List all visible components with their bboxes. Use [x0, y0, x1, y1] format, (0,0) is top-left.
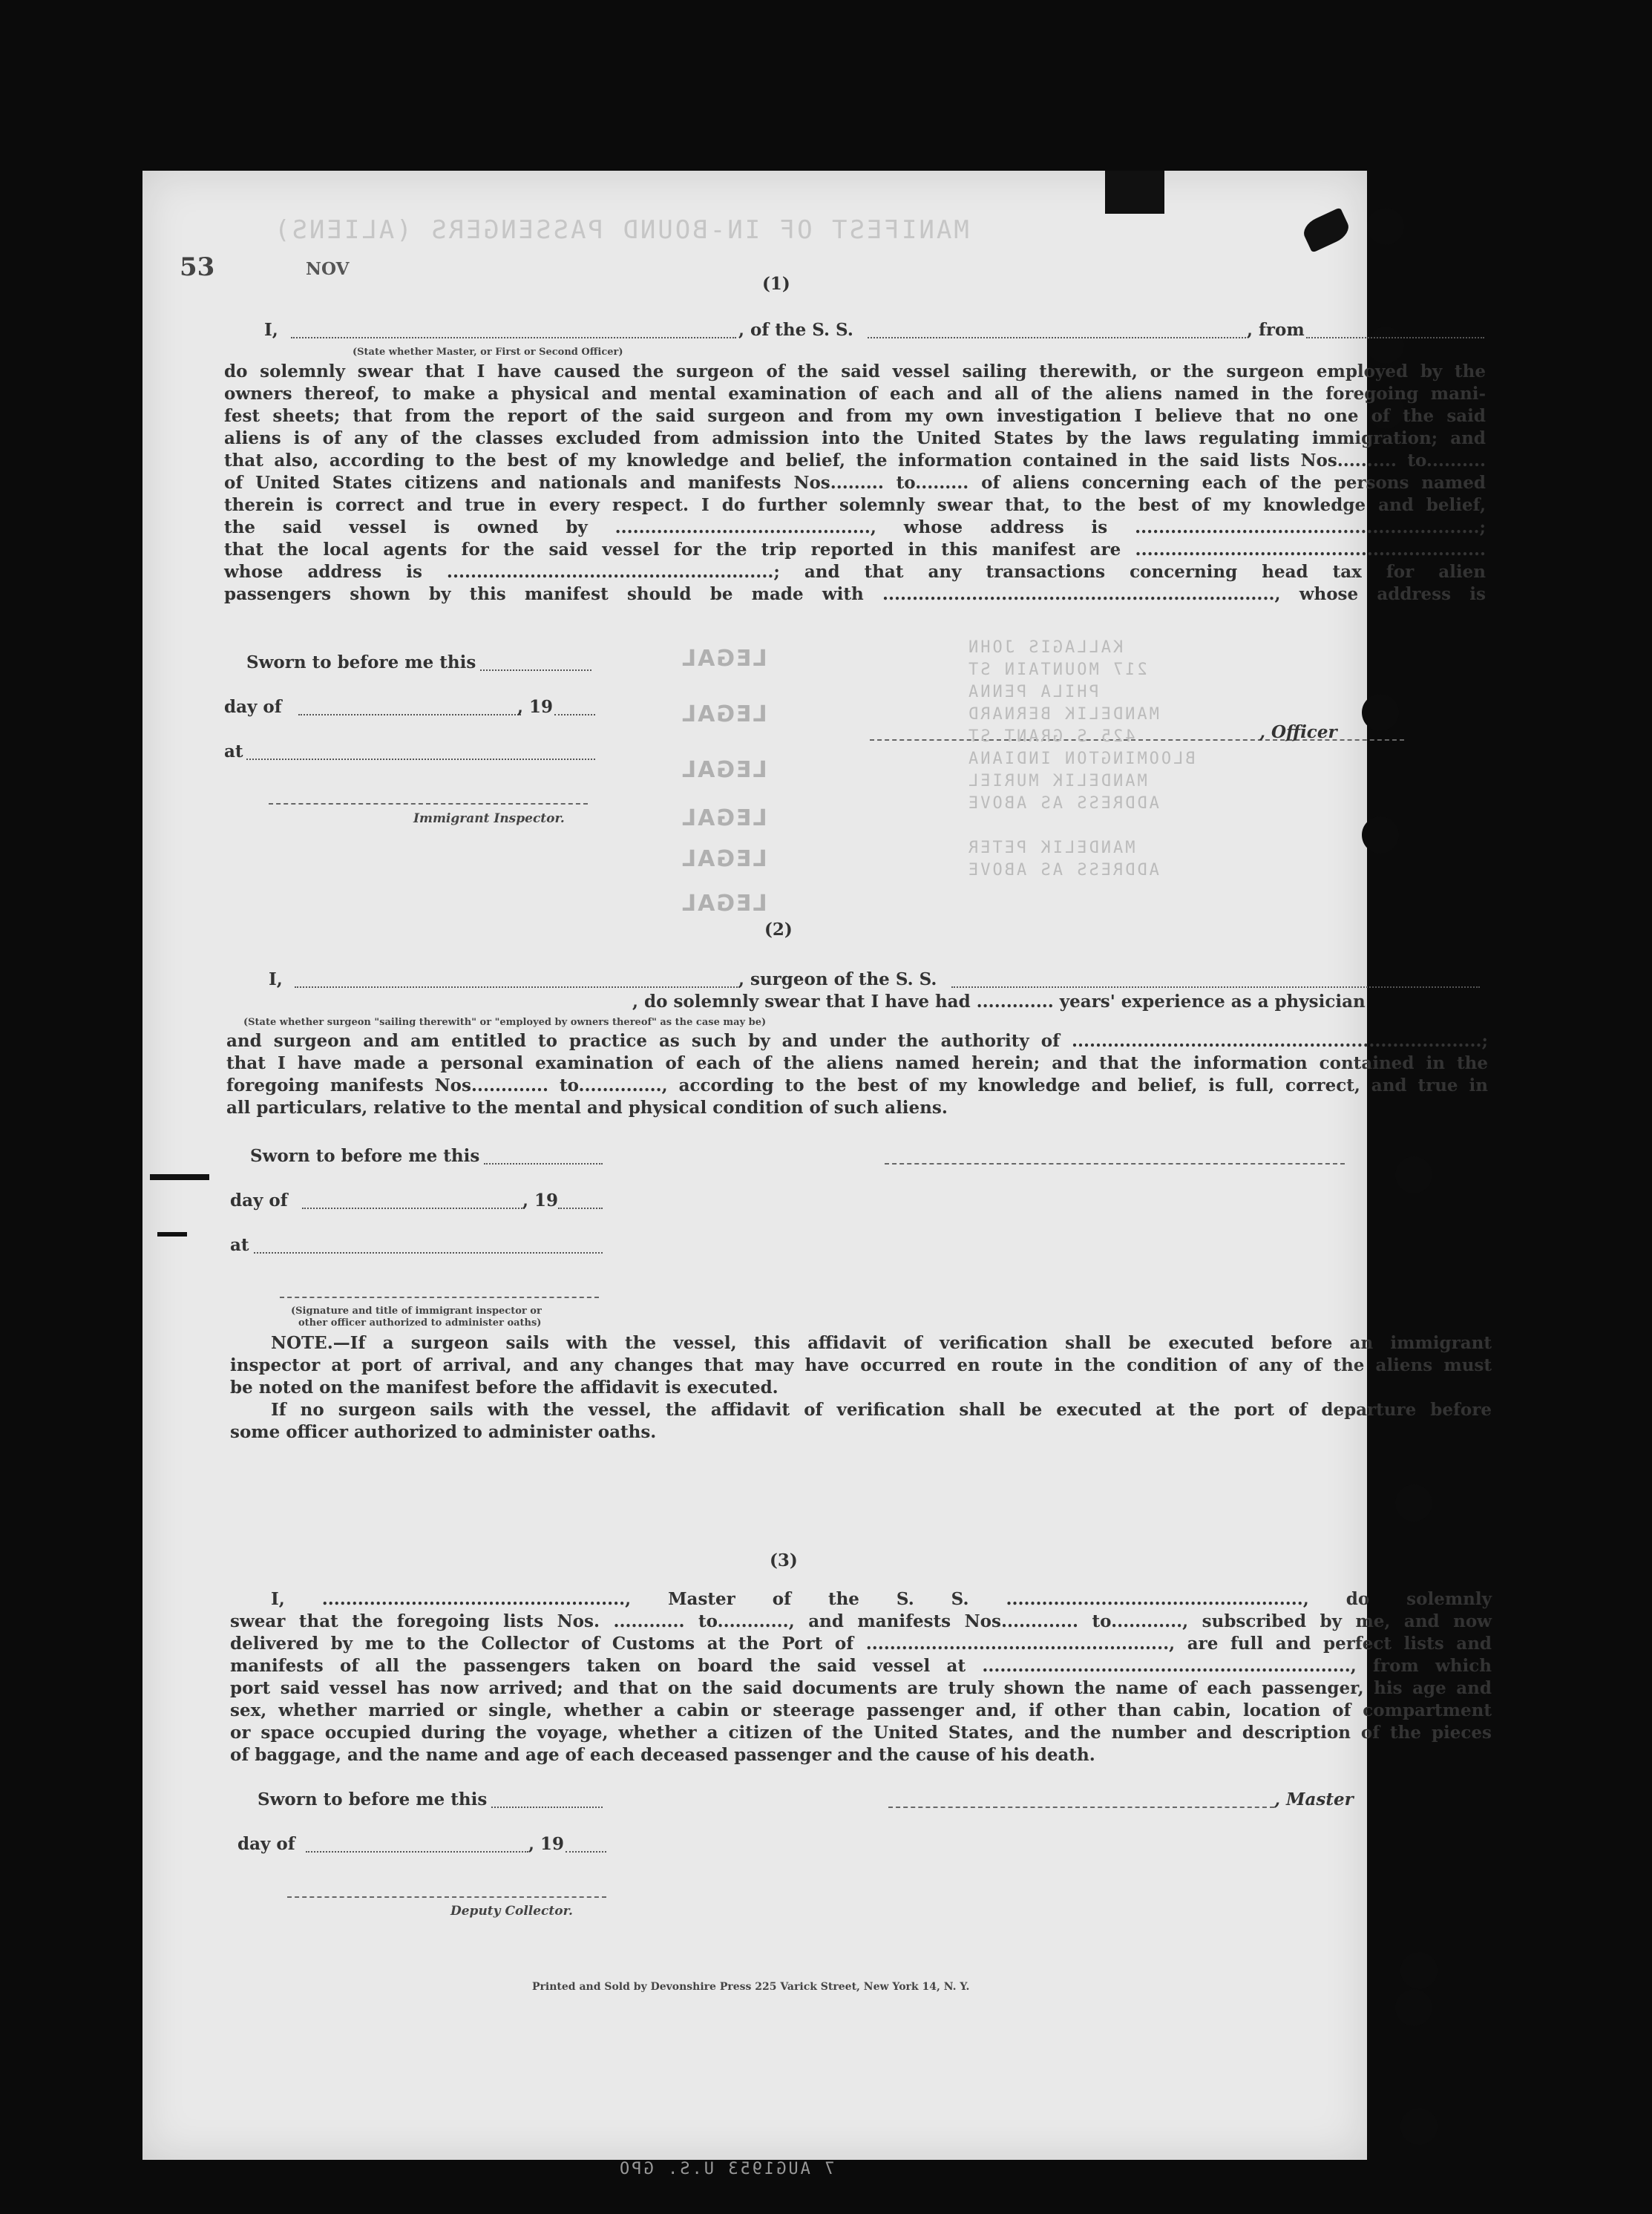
ghost-stamp: LEGAL	[681, 846, 767, 872]
section-1-text	[224, 361, 1486, 606]
s2-surgeon-name-field[interactable]	[295, 986, 740, 988]
s1-day-label: day of	[224, 697, 282, 717]
s3-line: delivered by me to the Collector of Customs at the Port of ..................................................., are full and perfect lists and	[230, 1634, 1492, 1654]
s1-line: passengers shown by this manifest should be made with .................................................................., whose address is	[224, 584, 1486, 604]
ghost-name: ADDRESS AS ABOVE	[966, 861, 1159, 880]
s3-line: swear that the foregoing lists Nos. ............ to............, and manifests Nos............. to............, subscribed by me, and now	[230, 1611, 1492, 1631]
s2-line: foregoing manifests Nos............. to.............., according to the best of my knowledge and belief, is full, correct, and true in	[226, 1075, 1488, 1095]
s1-line: that also, according to the best of my knowledge and belief, the information contained in the said lists Nos.......... to..........	[224, 451, 1486, 471]
ghost-stamp: LEGAL	[681, 805, 767, 831]
section-2-number: (2)	[764, 920, 793, 940]
s1-year-label: , 19	[517, 697, 554, 717]
nov-stamp: NOV	[306, 259, 350, 279]
punch-hole	[1395, 1484, 1432, 1522]
ghost-stamp: LEGAL	[681, 646, 767, 672]
s3-line: port said vessel has now arrived; and that on the said documents are truly shown the name of each passenger, his age and	[230, 1678, 1492, 1698]
s3-day-field[interactable]	[306, 1851, 528, 1853]
edge-mark	[150, 1174, 209, 1180]
s2-sig-caption-1: (Signature and title of immigrant inspector or	[291, 1306, 542, 1317]
s2-line: and surgeon and am entitled to practice as such by and under the authority of .....................................................................;	[226, 1031, 1488, 1051]
s2-sig-caption-2: other officer authorized to administer oaths)	[298, 1317, 542, 1329]
note-text	[230, 1332, 1492, 1444]
page-number: 53	[180, 252, 215, 282]
s1-line: therein is correct and true in every respect. I do further solemnly swear that, to the best of my knowledge and belief,	[224, 495, 1486, 515]
s3-line: manifests of all the passengers taken on board the said vessel at .............................................................., from which	[230, 1656, 1492, 1676]
s1-line: owners thereof, to make a physical and mental examination of each and all of the aliens named in the foregoing mani-	[224, 384, 1486, 404]
punch-hole	[1367, 327, 1404, 364]
ghost-name: PHILA PENNA	[966, 683, 1099, 701]
section-2-text	[226, 1030, 1488, 1119]
ghost-name: MANDELIK MURIEL	[966, 772, 1147, 790]
s2-year-field[interactable]	[558, 1208, 603, 1209]
s1-from-field[interactable]	[1306, 337, 1484, 338]
ghost-name: MANDELIK BERNARD	[966, 705, 1159, 724]
ghost-stamp: LEGAL	[681, 757, 767, 783]
ghost-stamp: LEGAL	[681, 891, 767, 917]
s3-deputy-line	[287, 1896, 606, 1898]
s1-line: do solemnly swear that I have caused the surgeon of the said vessel sailing therewith, or the surgeon employed by the	[224, 361, 1486, 381]
punch-hole	[1395, 1989, 1432, 2026]
section-3-number: (3)	[770, 1550, 798, 1571]
s3-line: of baggage, and the name and age of each deceased passenger and the cause of his death.	[230, 1745, 1095, 1765]
s1-line: the said vessel is owned by ..........................................., whose address is ..........................................................;	[224, 517, 1486, 537]
s3-year-field[interactable]	[566, 1851, 606, 1853]
note-line: some officer authorized to administer oaths.	[230, 1422, 657, 1442]
s2-sworn-field[interactable]	[484, 1163, 603, 1165]
s1-day-field[interactable]	[298, 714, 521, 715]
s2-day-label: day of	[230, 1190, 288, 1211]
punch-hole	[1400, 2108, 1438, 2145]
s2-at-field[interactable]	[254, 1252, 603, 1254]
s1-sworn-label: Sworn to before me this	[246, 652, 476, 672]
s3-sworn-field[interactable]	[491, 1807, 603, 1808]
note-line: inspector at port of arrival, and any changes that may have occurred en route in the condition of any of the aliens must	[230, 1355, 1492, 1375]
section-3-text	[230, 1588, 1492, 1766]
s1-from-label: , from	[1247, 320, 1305, 340]
s3-master-label: , Master	[1274, 1789, 1354, 1809]
s3-year-label: , 19	[528, 1834, 565, 1854]
s2-swear-line: , do solemnly swear that I have had ............. years' experience as a physician	[632, 992, 1366, 1012]
s1-line: fest sheets; that from the report of the said surgeon and from my own investigation I believe that no one of the said	[224, 406, 1486, 426]
s1-at-field[interactable]	[246, 759, 595, 760]
s1-of-ss-label: , of the S. S.	[738, 320, 853, 340]
s1-officer-name-field[interactable]	[291, 337, 736, 338]
s3-line: I, ..................................................., Master of the S. S. .................................................., do solemnly	[271, 1589, 1492, 1609]
s2-line: all particulars, relative to the mental and physical condition of such aliens.	[226, 1098, 948, 1118]
s2-i-label: I,	[269, 969, 283, 989]
punch-hole	[1362, 694, 1399, 731]
s1-inspector-label: Immigrant Inspector.	[413, 811, 565, 826]
ghost-name: 425 S GRANT ST	[966, 727, 1135, 746]
faint-title: MANIFEST OF IN-BOUND PASSENGERS (ALIENS)	[272, 215, 969, 245]
manifest-page	[142, 171, 1492, 2178]
edge-mark	[157, 1232, 187, 1237]
s3-line: sex, whether married or single, whether a cabin or steerage passenger and, if other than cabin, location of compartment	[230, 1700, 1492, 1720]
ghost-name: 217 MOUNTAIN ST	[966, 661, 1147, 679]
s2-sworn-label: Sworn to before me this	[250, 1146, 480, 1166]
s2-vessel-field[interactable]	[951, 986, 1480, 988]
s1-officer-label: , Officer	[1259, 722, 1337, 742]
section-1-number: (1)	[762, 274, 790, 294]
s1-line: whose address is .......................................................; and that any transactions concerning head tax for alien	[224, 562, 1486, 582]
punch-hole	[1400, 1952, 1438, 1989]
printer-credit: Printed and Sold by Devonshire Press 225 Varick Street, New York 14, N. Y.	[532, 1981, 970, 1993]
s1-line: of United States citizens and nationals and manifests Nos......... to......... of aliens concerning each of the persons named	[224, 473, 1486, 493]
s2-year-label: , 19	[522, 1190, 559, 1211]
s2-inspector-line	[280, 1297, 599, 1298]
s2-line: that I have made a personal examination of each of the aliens named herein; and that the information contained in the	[226, 1053, 1488, 1073]
punch-hole	[1395, 1156, 1432, 1193]
s3-deputy-label: Deputy Collector.	[450, 1904, 573, 1919]
note-line: be noted on the manifest before the affidavit is executed.	[230, 1378, 779, 1398]
s1-line: that the local agents for the said vessel for the trip reported in this manifest are ...........................................................	[224, 540, 1486, 560]
punch-hole	[1362, 816, 1399, 854]
s1-sworn-field[interactable]	[480, 669, 591, 671]
s1-i-label: I,	[264, 320, 278, 340]
note-line: NOTE.—If a surgeon sails with the vessel, this affidavit of verification shall be executed before an immigrant	[271, 1333, 1492, 1353]
note-line: If no surgeon sails with the vessel, the affidavit of verification shall be executed at the port of departure before	[271, 1400, 1492, 1420]
punch-hole	[1367, 208, 1404, 245]
faint-bottom-stamp: 7 AUG1953 U.S. GPO	[617, 2160, 835, 2178]
s2-day-field[interactable]	[302, 1208, 525, 1209]
s3-master-line	[888, 1807, 1274, 1808]
s3-sworn-label: Sworn to before me this	[258, 1789, 488, 1809]
s2-at-label: at	[230, 1235, 249, 1255]
s1-inspector-line	[269, 803, 588, 805]
ghost-name: BLOOMINGTON INDIANA	[966, 750, 1196, 768]
s3-line: or space occupied during the voyage, whether a citizen of the United States, and the number and description of the pieces	[230, 1723, 1492, 1743]
ghost-name: ADDRESS AS ABOVE	[966, 794, 1159, 813]
s2-caption: (State whether surgeon "sailing therewith" or "employed by owners thereof" as the case may be)	[243, 1017, 767, 1028]
s1-state-caption: (State whether Master, or First or Second Officer)	[353, 347, 623, 358]
ghost-stamp: LEGAL	[681, 701, 767, 727]
ink-blot	[1299, 207, 1352, 253]
s1-vessel-field[interactable]	[868, 337, 1246, 338]
s2-signature-line	[885, 1163, 1345, 1165]
ghost-name: KALLAGIS JOHN	[966, 638, 1124, 657]
s1-at-label: at	[224, 741, 243, 762]
ghost-name: MANDELIK PETER	[966, 839, 1135, 857]
s3-day-label: day of	[237, 1834, 295, 1854]
tape-mark	[1105, 171, 1164, 214]
s1-year-field[interactable]	[554, 714, 595, 715]
s2-surgeon-of-label: , surgeon of the S. S.	[738, 969, 937, 989]
s1-line: aliens is of any of the classes excluded from admission into the United States by the laws regulating immigration; and	[224, 428, 1486, 448]
